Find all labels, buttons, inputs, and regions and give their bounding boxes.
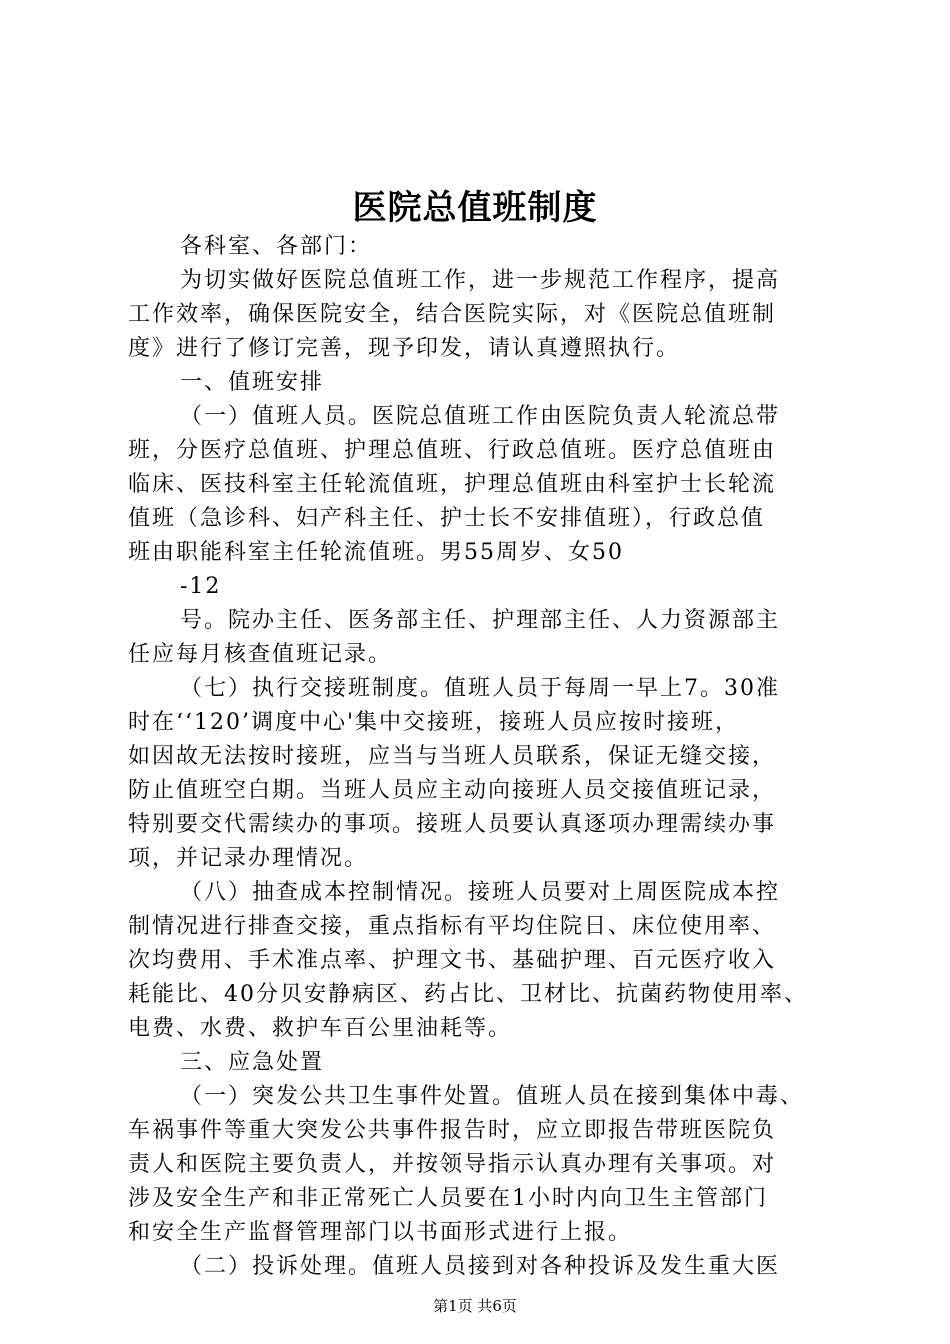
paragraph-line: 制情况进行排查交接，重点指标有平均住院日、床位使用率、: [128, 914, 777, 939]
paragraph-line: 次均费用、手术准点率、护理文书、基础护理、百元医疗收入: [128, 948, 777, 973]
paragraph-line: （八）抽查成本控制情况。接班人员要对上周医院成本控: [180, 880, 781, 905]
paragraph-line: 为切实做好医院总值班工作，进一步规范工作程序，提高: [180, 268, 781, 293]
paragraph-line: 责人和医院主要负责人，并按领导指示认真办理有关事项。对: [128, 1152, 777, 1177]
paragraph-line: 防止值班空白期。当班人员应主动向接班人员交接值班记录，: [128, 778, 777, 803]
paragraph-line: 涉及安全生产和非正常死亡人员要在1小时内向卫生主管部门: [128, 1186, 768, 1211]
section-heading: 一、值班安排: [180, 370, 325, 395]
paragraph-line: 车祸事件等重大突发公共事件报告时，应立即报告带班医院负: [128, 1118, 777, 1143]
paragraph-line: 班，分医疗总值班、护理总值班、行政总值班。医疗总值班由: [128, 438, 777, 463]
paragraph-line: 耗能比、40分贝安静病区、药占比、卫材比、抗菌药物使用率、: [128, 982, 808, 1007]
paragraph-line: 和安全生产监督管理部门以书面形式进行上报。: [128, 1220, 633, 1245]
salutation-line: 各科室、各部门：: [180, 234, 373, 259]
paragraph-line: 临床、医技科室主任轮流值班，护理总值班由科室护士长轮流: [128, 472, 777, 497]
paragraph-line: 如因故无法按时接班，应当与当班人员联系，保证无缝交接，: [128, 744, 777, 769]
page-footer: 第1页 共6页: [433, 1297, 517, 1315]
paragraph-line: 项，并记录办理情况。: [128, 846, 369, 871]
document-title: 医院总值班制度: [352, 188, 598, 228]
paragraph-line: 电费、水费、救护车百公里油耗等。: [128, 1016, 513, 1041]
paragraph-line: 工作效率，确保医院安全，结合医院实际，对《医院总值班制: [128, 302, 777, 327]
paragraph-line: -12: [180, 574, 222, 599]
paragraph-line: 度》进行了修订完善，现予印发，请认真遵照执行。: [128, 336, 681, 361]
paragraph-line: 值班（急诊科、妇产科主任、护士长不安排值班），行政总值: [128, 506, 766, 531]
paragraph-line: 特别要交代需续办的事项。接班人员要认真逐项办理需续办事: [128, 812, 777, 837]
paragraph-line: （二）投诉处理。值班人员接到对各种投诉及发生重大医: [180, 1254, 781, 1279]
section-heading: 三、应急处置: [180, 1050, 325, 1075]
paragraph-line: （一）值班人员。医院总值班工作由医院负责人轮流总带: [180, 404, 781, 429]
paragraph-line: 班由职能科室主任轮流值班。男55周岁、女50: [128, 540, 624, 565]
paragraph-line: （七）执行交接班制度。值班人员于每周一早上7。30准: [180, 676, 780, 701]
paragraph-line: 时在‘‘120’调度中心'集中交接班，接班人员应按时接班，: [128, 710, 740, 735]
paragraph-line: 任应每月核查值班记录。: [128, 642, 393, 667]
paragraph-line: 号。院办主任、医务部主任、护理部主任、人力资源部主: [180, 608, 781, 633]
paragraph-line: （一）突发公共卫生事件处置。值班人员在接到集体中毒、: [180, 1084, 805, 1109]
